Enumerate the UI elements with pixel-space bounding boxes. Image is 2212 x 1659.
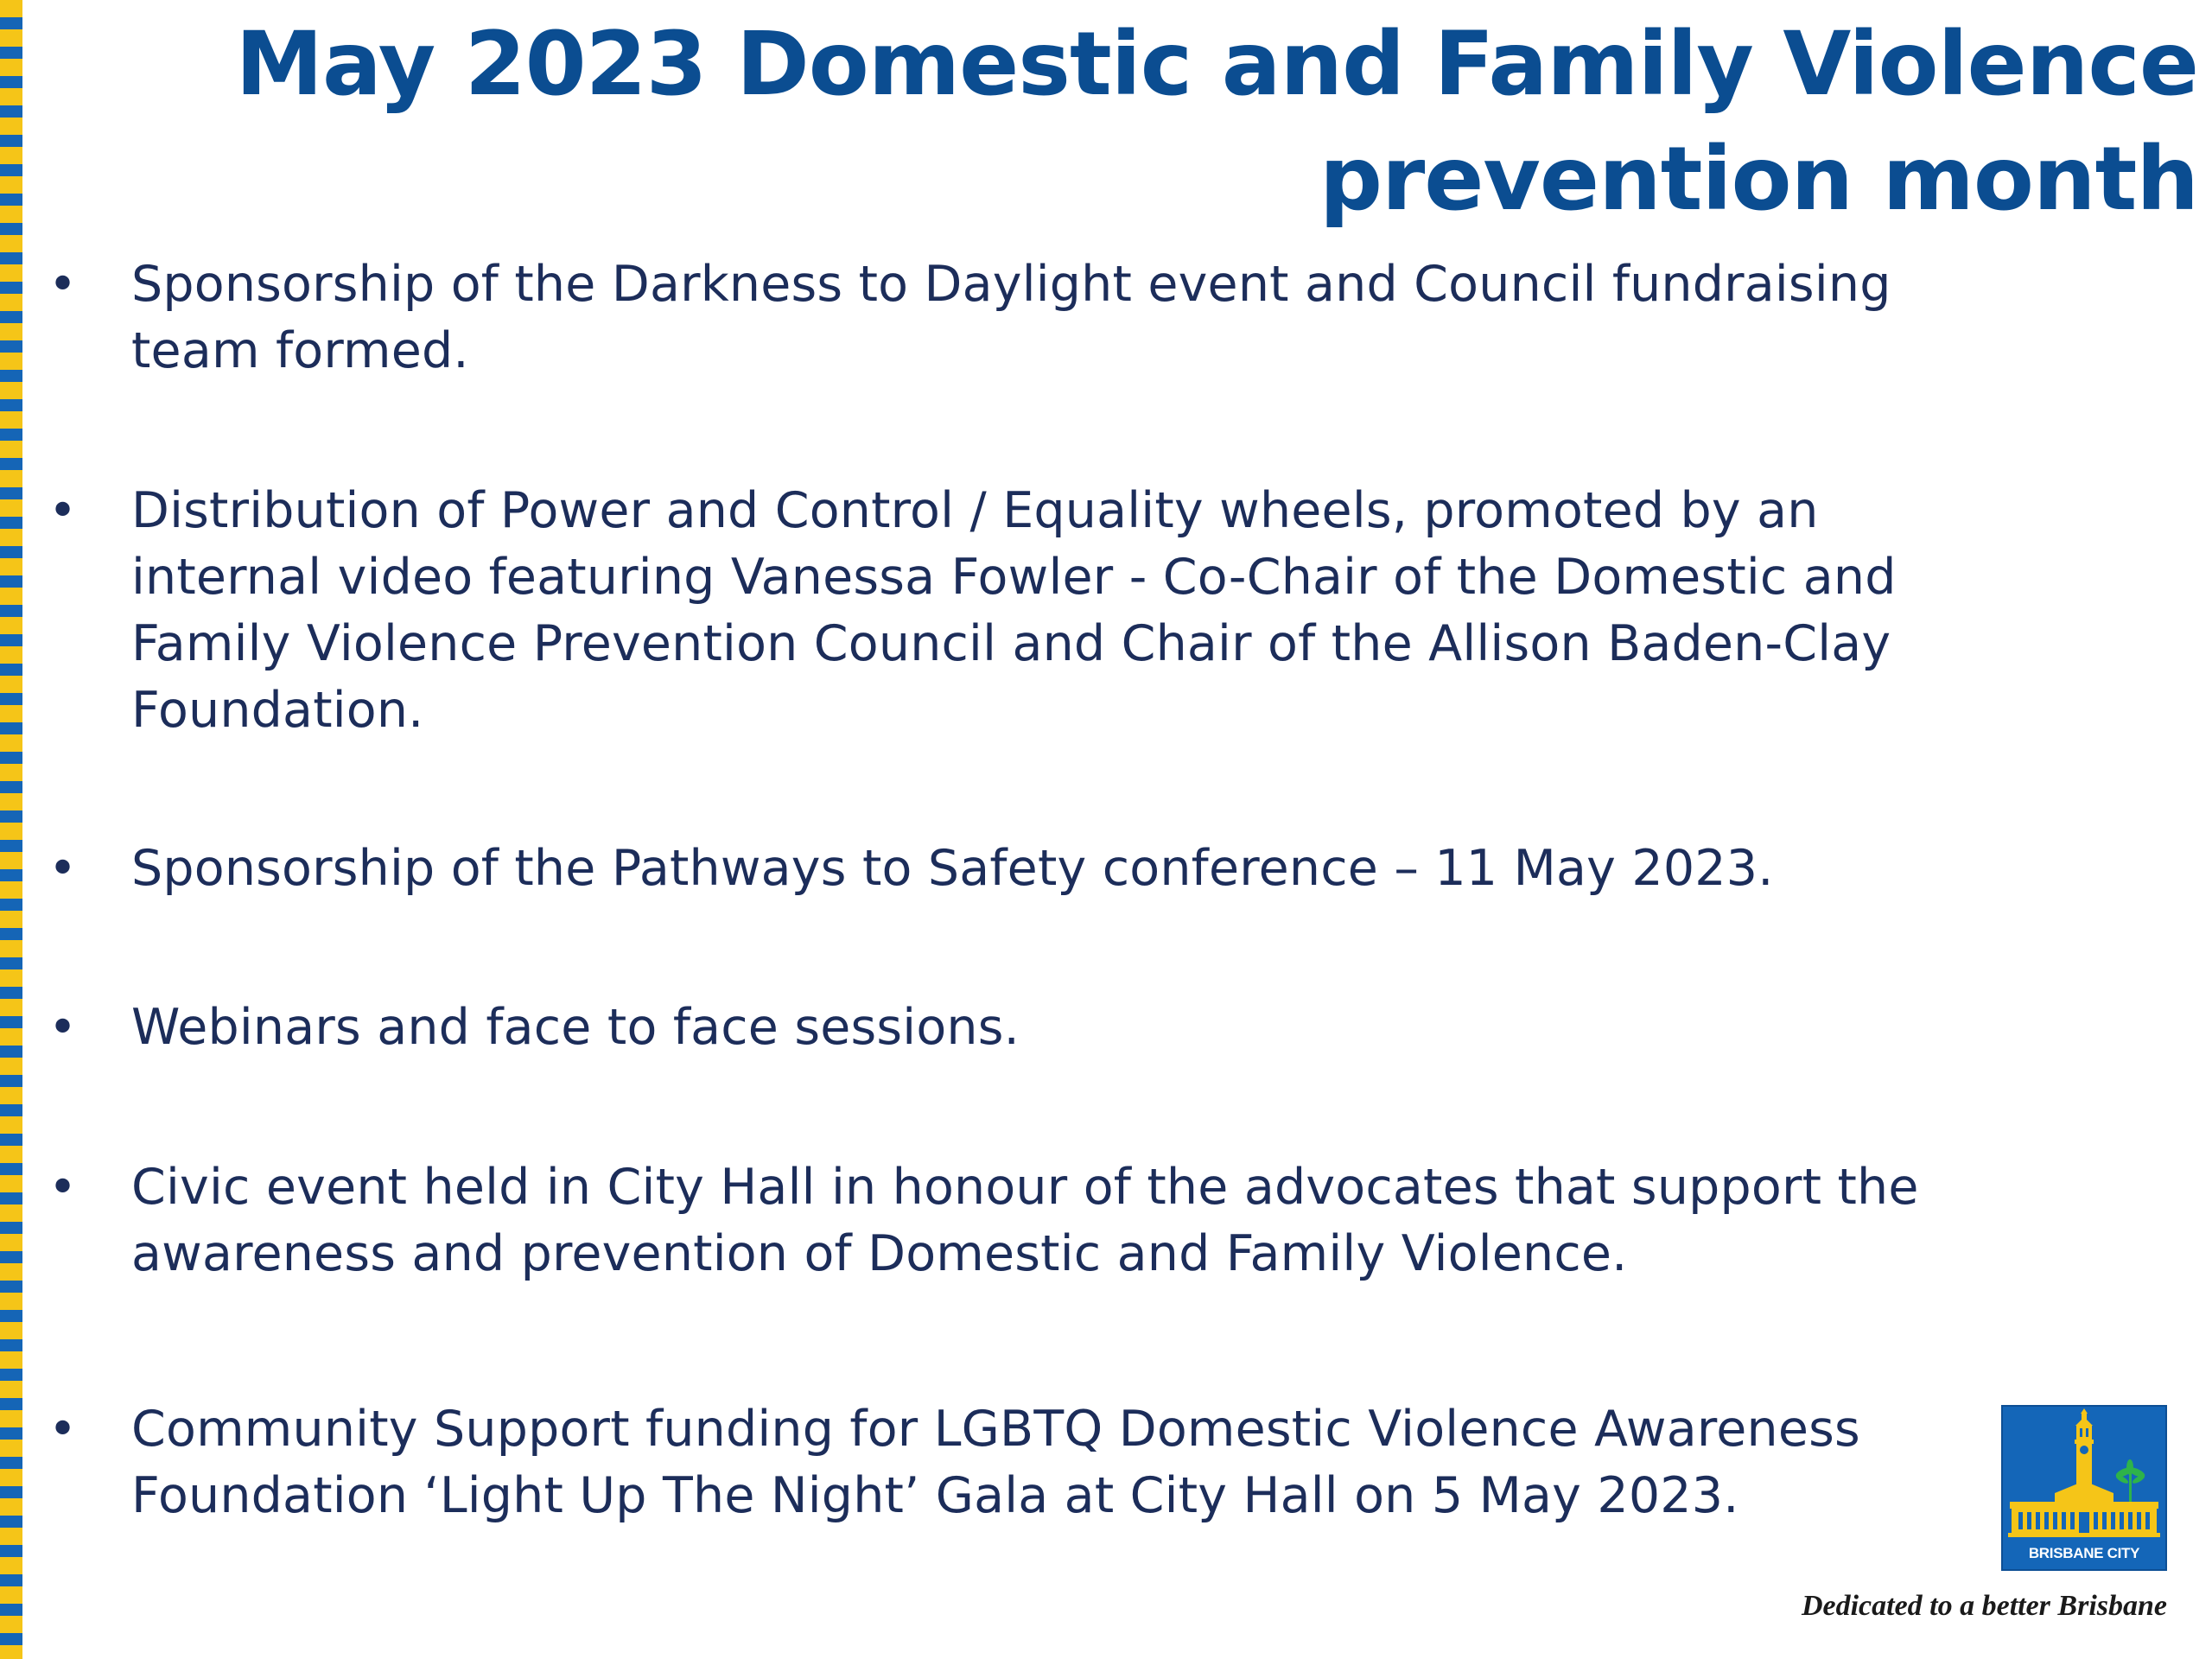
bullet-text: Distribution of Power and Control / Equality wheels, promoted by an internal video featuring Vanessa Fowler - Co-Chair of the Domestic and Family Violence Prevention Council and Chair of the Allison Baden-Clay Foundation. [131,482,1897,739]
bullet-dot: • [48,257,78,313]
bullet-text: Sponsorship of the Pathways to Safety conference – 11 May 2023. [131,840,1774,897]
logo-text: BRISBANE CITY [2028,1545,2140,1561]
bullet-dot: • [48,1000,78,1056]
bullet-text: Webinars and face to face sessions. [131,999,1020,1056]
bullet-dot: • [48,1160,78,1216]
slide-title: May 2023 Domestic and Family Violence prevention month [235,13,2198,231]
bullet-dot: • [48,1402,78,1458]
brisbane-city-logo [2001,1405,2167,1571]
tagline: Dedicated to a better Brisbane [1801,1590,2167,1622]
bullet-text: Sponsorship of the Darkness to Daylight event and Council fundraising team formed. [131,256,1891,379]
bullet-text: Civic event held in City Hall in honour of the advocates that support the awareness and prevention of Domestic and Family Violence. [131,1159,1919,1282]
bullet-dot: • [48,483,78,539]
bullet-text: Community Support funding for LGBTQ Domestic Violence Awareness Foundation ‘Light Up The Night’ Gala at City Hall on 5 May 2023. [131,1401,1860,1524]
bullet-dot: • [48,841,78,897]
